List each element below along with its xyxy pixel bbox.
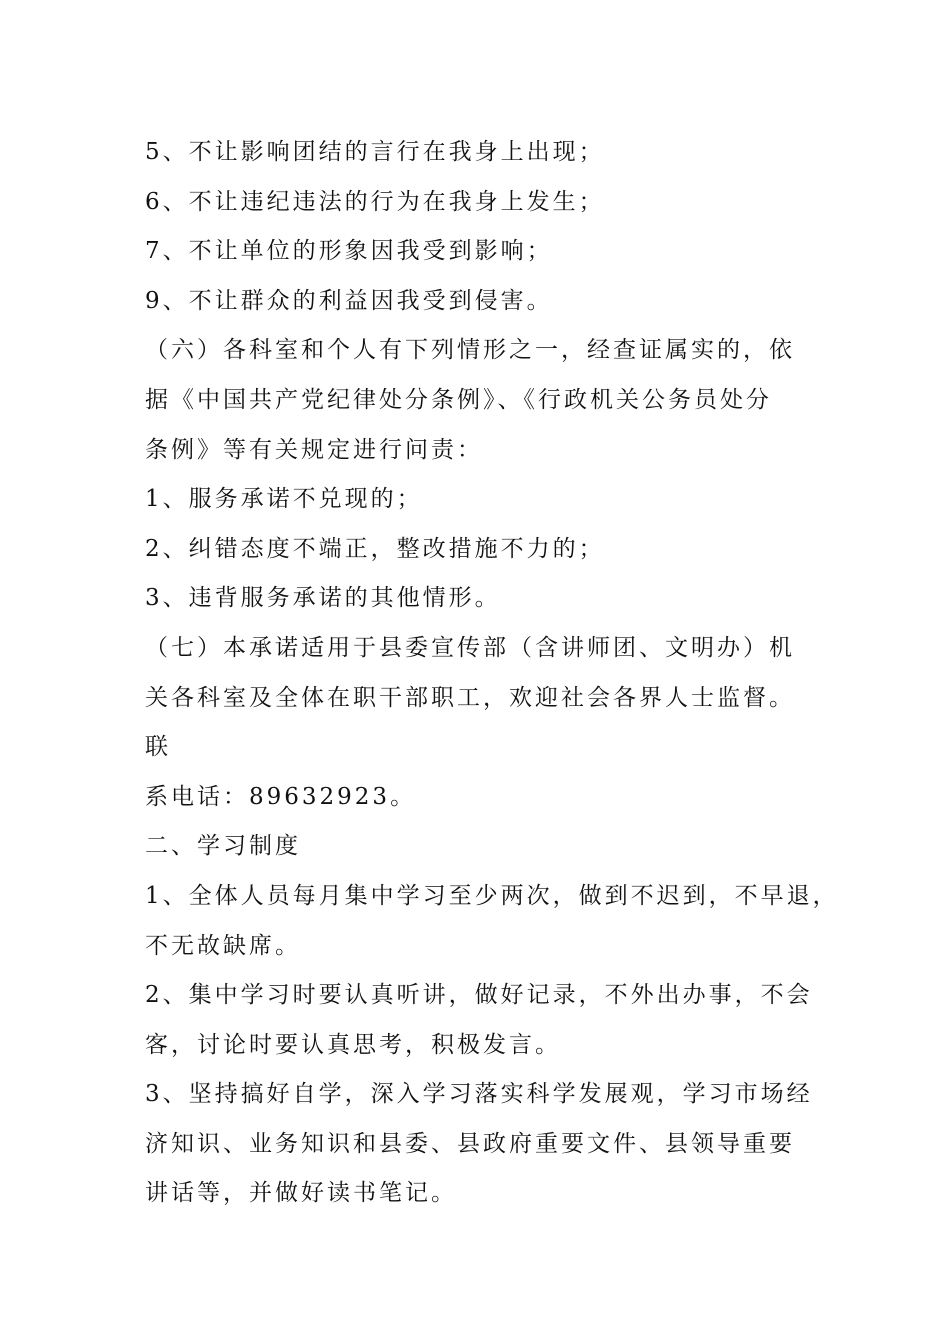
text-line: 1、全体人员每月集中学习至少两次，做到不迟到，不早退， bbox=[145, 882, 839, 909]
text-line: 不无故缺席。 bbox=[145, 932, 301, 959]
text-line: （六）各科室和个人有下列情形之一，经查证属实的，依 bbox=[145, 337, 795, 364]
text-line: 系电话：89632923。 bbox=[145, 783, 417, 810]
section-heading: 二、学习制度 bbox=[145, 833, 301, 860]
text-line: 9、不让群众的利益因我受到侵害。 bbox=[145, 287, 553, 314]
text-line: 条例》等有关规定进行问责： bbox=[145, 436, 483, 463]
text-line: （七）本承诺适用于县委宣传部（含讲师团、文明办）机 bbox=[145, 634, 795, 661]
text-line: 客，讨论时要认真思考，积极发言。 bbox=[145, 1031, 561, 1058]
text-line: 2、集中学习时要认真听讲，做好记录，不外出办事，不会 bbox=[145, 982, 813, 1009]
text-line: 济知识、业务知识和县委、县政府重要文件、县领导重要 bbox=[145, 1130, 795, 1157]
text-line: 联 bbox=[145, 734, 171, 761]
text-line: 3、坚持搞好自学，深入学习落实科学发展观，学习市场经 bbox=[145, 1081, 813, 1108]
text-line: 1、服务承诺不兑现的； bbox=[145, 486, 423, 513]
text-line: 3、违背服务承诺的其他情形。 bbox=[145, 585, 501, 612]
document-body bbox=[145, 128, 839, 1219]
text-line: 讲话等，并做好读书笔记。 bbox=[145, 1180, 457, 1207]
text-line: 关各科室及全体在职干部职工，欢迎社会各界人士监督。 bbox=[145, 684, 795, 711]
text-line: 5、不让影响团结的言行在我身上出现； bbox=[145, 139, 605, 165]
text-line: 2、纠错态度不端正，整改措施不力的； bbox=[145, 535, 605, 562]
text-line: 据《中国共产党纪律处分条例》、《行政机关公务员处分 bbox=[145, 386, 772, 413]
text-line: 6、不让违纪违法的行为在我身上发生； bbox=[145, 188, 605, 215]
text-line: 7、不让单位的形象因我受到影响； bbox=[145, 238, 553, 265]
